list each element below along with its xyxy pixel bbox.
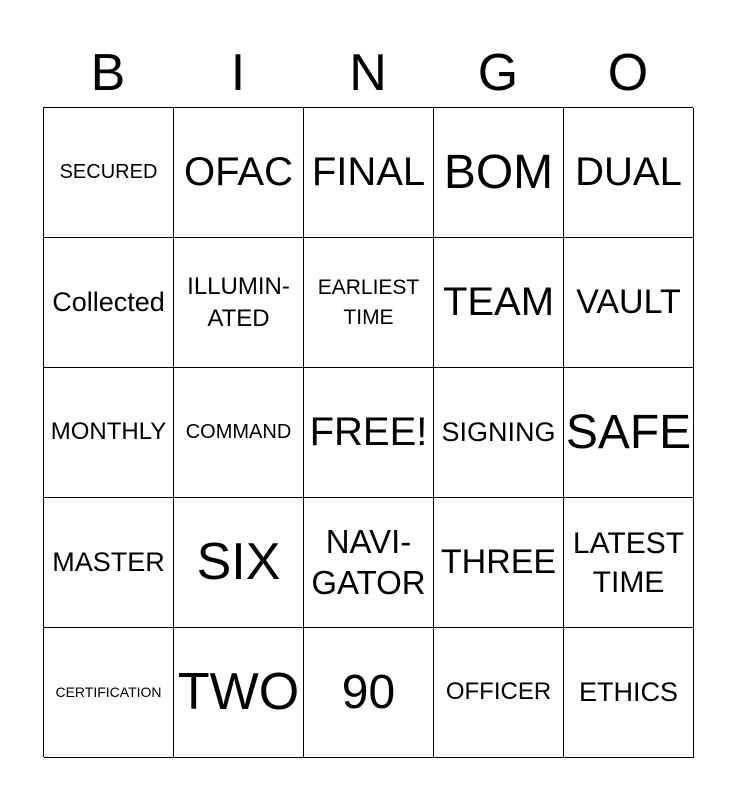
- bingo-header: [43, 40, 693, 106]
- bingo-cell[interactable]: MASTER: [44, 498, 174, 628]
- bingo-cell[interactable]: TEAM: [434, 238, 564, 368]
- bingo-cell[interactable]: CERTIFICATION: [44, 628, 174, 758]
- bingo-cell[interactable]: SAFE: [564, 368, 694, 498]
- bingo-cell[interactable]: MONTHLY: [44, 368, 174, 498]
- bingo-cell[interactable]: Collected: [44, 238, 174, 368]
- bingo-cell[interactable]: SECURED: [44, 108, 174, 238]
- bingo-cell[interactable]: ILLUMIN- ATED: [174, 238, 304, 368]
- bingo-cell[interactable]: OFFICER: [434, 628, 564, 758]
- header-letter-b: B: [90, 44, 126, 102]
- bingo-cell[interactable]: BOM: [434, 108, 564, 238]
- header-letter-i: I: [230, 44, 246, 102]
- free-space-cell[interactable]: FREE!: [304, 368, 434, 498]
- bingo-cell[interactable]: FINAL: [304, 108, 434, 238]
- bingo-cell[interactable]: ETHICS: [564, 628, 694, 758]
- bingo-cell[interactable]: 90: [304, 628, 434, 758]
- bingo-cell[interactable]: THREE: [434, 498, 564, 628]
- bingo-cell[interactable]: NAVI- GATOR: [304, 498, 434, 628]
- bingo-cell[interactable]: TWO: [174, 628, 304, 758]
- bingo-cell[interactable]: COMMAND: [174, 368, 304, 498]
- header-letter-o: O: [607, 44, 649, 102]
- header-letter-n: N: [349, 44, 387, 102]
- bingo-cell[interactable]: LATEST TIME: [564, 498, 694, 628]
- bingo-cell[interactable]: EARLIEST TIME: [304, 238, 434, 368]
- bingo-cell[interactable]: DUAL: [564, 108, 694, 238]
- bingo-board: [43, 107, 693, 757]
- bingo-cell[interactable]: SIX: [174, 498, 304, 628]
- bingo-cell[interactable]: OFAC: [174, 108, 304, 238]
- bingo-cell[interactable]: SIGNING: [434, 368, 564, 498]
- header-letter-g: G: [477, 44, 519, 102]
- bingo-cell[interactable]: VAULT: [564, 238, 694, 368]
